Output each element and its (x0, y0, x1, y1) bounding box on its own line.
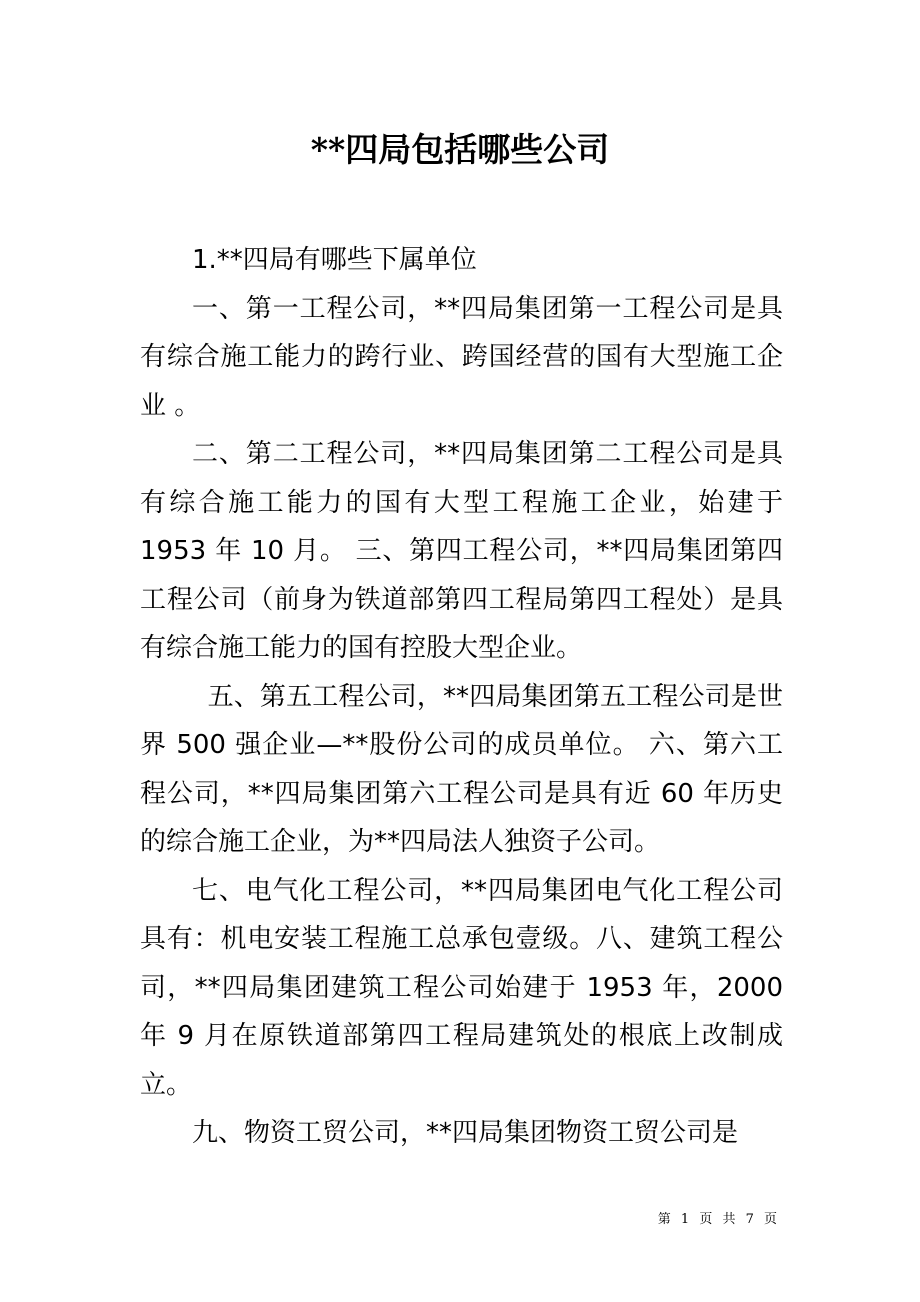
paragraph-company-2-4: 二、第二工程公司，**四局集团第二工程公司是具有综合施工能力的国有大型工程施工企业，始建于 1953 年 10 月。 三、第四工程公司，**四局集团第四工程公司（前身为铁道部第四工程局第四工程处）是具有综合施工能力的国有控股大型企业。 (140, 439, 783, 663)
page-footer: 第 1 页 共 7 页 (657, 1212, 780, 1227)
paragraph-company-5-6: 五、第五工程公司，**四局集团第五工程公司是世界 500 强企业—**股份公司的成员单位。 六、第六工程公司，**四局集团第六工程公司是具有近 60 年历史的综合施工企业，为**四局法人独资子公司。 (140, 681, 783, 857)
paragraph-company-1: 一、第一工程公司，**四局集团第一工程公司是具有综合施工能力的跨行业、跨国经营的国有大型施工企业 。 (140, 293, 783, 421)
paragraph-heading: 1.**四局有哪些下属单位 (192, 245, 477, 275)
document-title: **四局包括哪些公司 (310, 130, 610, 169)
paragraph-company-9: 九、物资工贸公司，**四局集团物资工贸公司是 (192, 1118, 739, 1148)
paragraph-company-7-8: 七、电气化工程公司，**四局集团电气化工程公司具有：机电安装工程施工总承包壹级。八、建筑工程公司，**四局集团建筑工程公司始建于 1953 年，2000 年 9 月在原铁道部第四工程局建筑处的根底上改制成立。 (140, 875, 783, 1100)
document-body (140, 236, 783, 1158)
